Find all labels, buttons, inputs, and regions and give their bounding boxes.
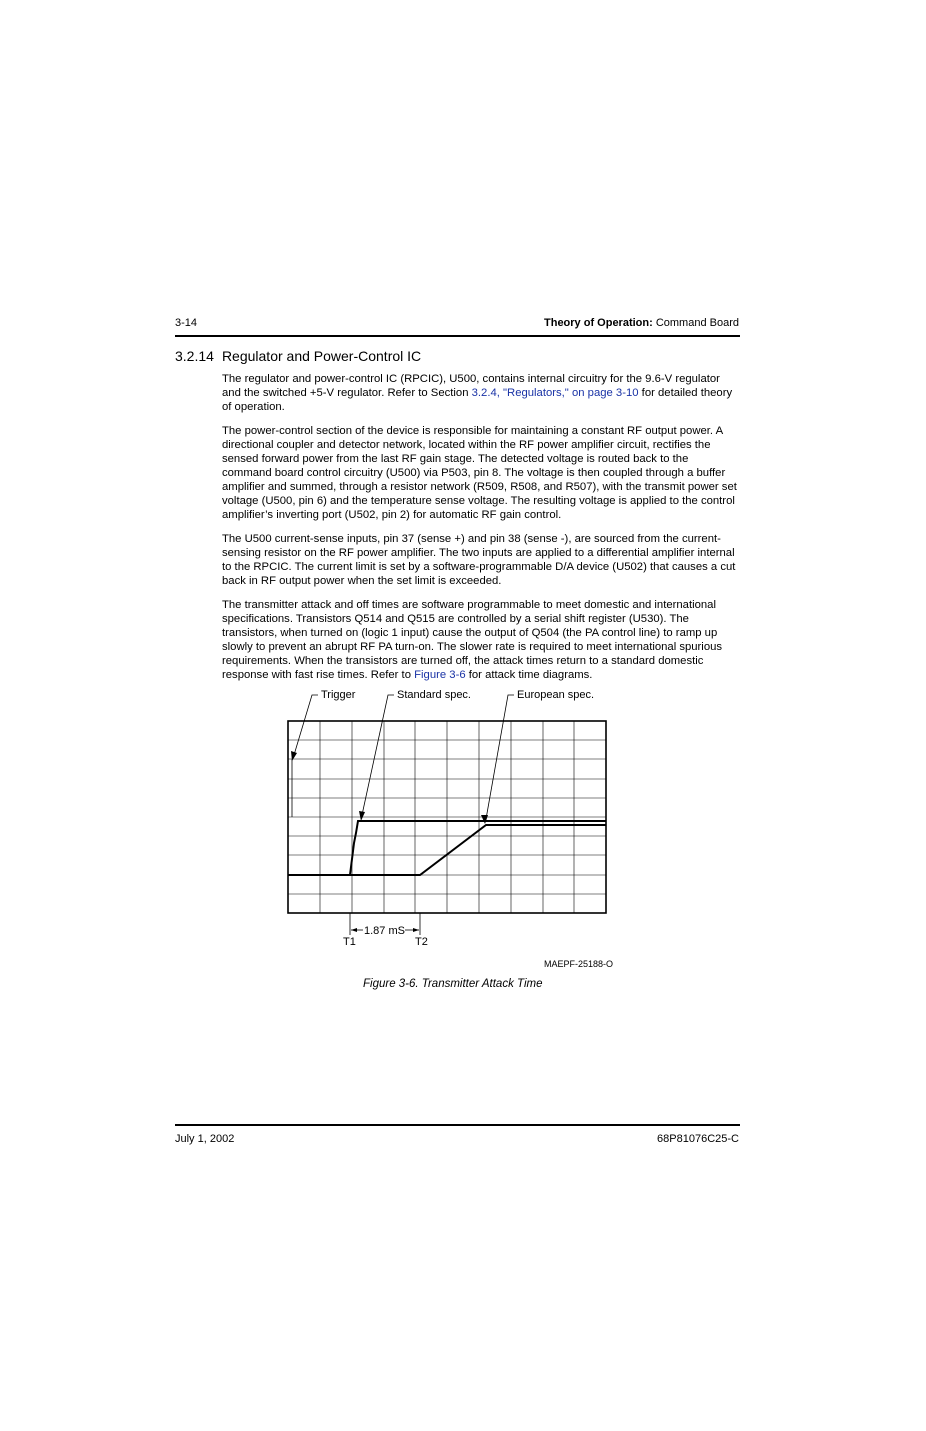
interval-arrow-left — [351, 928, 357, 932]
trigger-label: Trigger — [321, 689, 356, 701]
footer-rule — [175, 1124, 740, 1126]
footer-doc-number: 68P81076C25-C — [657, 1133, 739, 1145]
figure-3-6-link[interactable]: Figure 3-6 — [414, 669, 466, 681]
section-number: 3.2.14 — [175, 348, 214, 364]
figure-id: MAEPF-25188-O — [544, 959, 614, 969]
attack-time-diagram — [280, 683, 620, 953]
callout-leaders — [294, 695, 514, 819]
european-spec-label: European spec. — [517, 689, 595, 701]
paragraph-1-text-a: The regulator and power-control IC (RPCIC), U500, contains internal circuitry for the 9.6-V regulator and the switched +5-V regulator. Refer to Section — [222, 373, 720, 399]
european-spec-trace — [350, 825, 606, 875]
paragraph-2: The power-control section of the device is responsible for maintaining a constant RF output power. A directional coupler and detector network, located within the RF power amplifier circuit, rectifies the sensed forward power from the last RF gain stage. The detected voltage is routed back to the command board control circuitry (U500) via P503, pin 8. The voltage is then coupled through a buffer amplifier and summed, through a resistor network (R509, R508, and R507), with the transmit power set voltage (U500, pin 6) and the temperature sense voltage. The resulting voltage is applied to the control amplifier’s inverting port (U502, pin 2) for automatic RF gain control. — [222, 425, 737, 521]
page-number: 3-14 — [175, 317, 198, 329]
running-header-section: Command Board — [652, 317, 739, 329]
regulators-section-link[interactable]: 3.2.4, "Regulators," on page 3-10 — [471, 387, 639, 399]
section-heading — [175, 348, 421, 364]
body-text — [222, 372, 740, 692]
standard-spec-label: Standard spec. — [397, 689, 471, 701]
running-header — [544, 317, 739, 329]
footer-date: July 1, 2002 — [175, 1133, 235, 1145]
paragraph-1 — [222, 372, 740, 414]
callout-arrowheads — [291, 751, 488, 824]
t2-label: T2 — [415, 936, 428, 948]
paragraph-1-text-b: for detailed theory of operation. — [222, 387, 733, 413]
paragraph-4 — [222, 598, 740, 682]
interval-label: 1.87 mS — [364, 925, 405, 937]
section-title: Regulator and Power-Control IC — [221, 348, 422, 364]
paragraph-3: The U500 current-sense inputs, pin 37 (sense +) and pin 38 (sense -), are sourced from the current-sensing resistor on the RF power amplifier. The two inputs are applied to a differential amplifier internal to the RPCIC. The current limit is set by a software-programmable D/A device (U502) that causes a cut back in RF output power when the set limit is exceeded. — [222, 533, 736, 587]
paragraph-4-text-a: The transmitter attack and off times are software programmable to meet domestic and international specifications. Transistors Q514 and Q515 are controlled by a serial shift register (U530). The transistors, when turned on (logic 1 input) cause the output of Q504 (the PA control line) to ramp up slowly to prevent an abrupt RF PA turn-on. The slower rate is required to meet international spurious requirements. When the transistors are turned off, the attack times return to a standard domestic response with fast rise times. Refer to — [222, 599, 723, 681]
paragraph-4-text-b: for attack time diagrams. — [465, 669, 593, 681]
running-header-chapter: Theory of Operation: — [544, 317, 653, 329]
interval-arrow-right — [413, 928, 419, 932]
t1-label: T1 — [343, 936, 356, 948]
figure-caption: Figure 3-6. Transmitter Attack Time — [363, 978, 543, 990]
header-rule — [175, 335, 740, 337]
oscilloscope-grid — [288, 721, 606, 913]
